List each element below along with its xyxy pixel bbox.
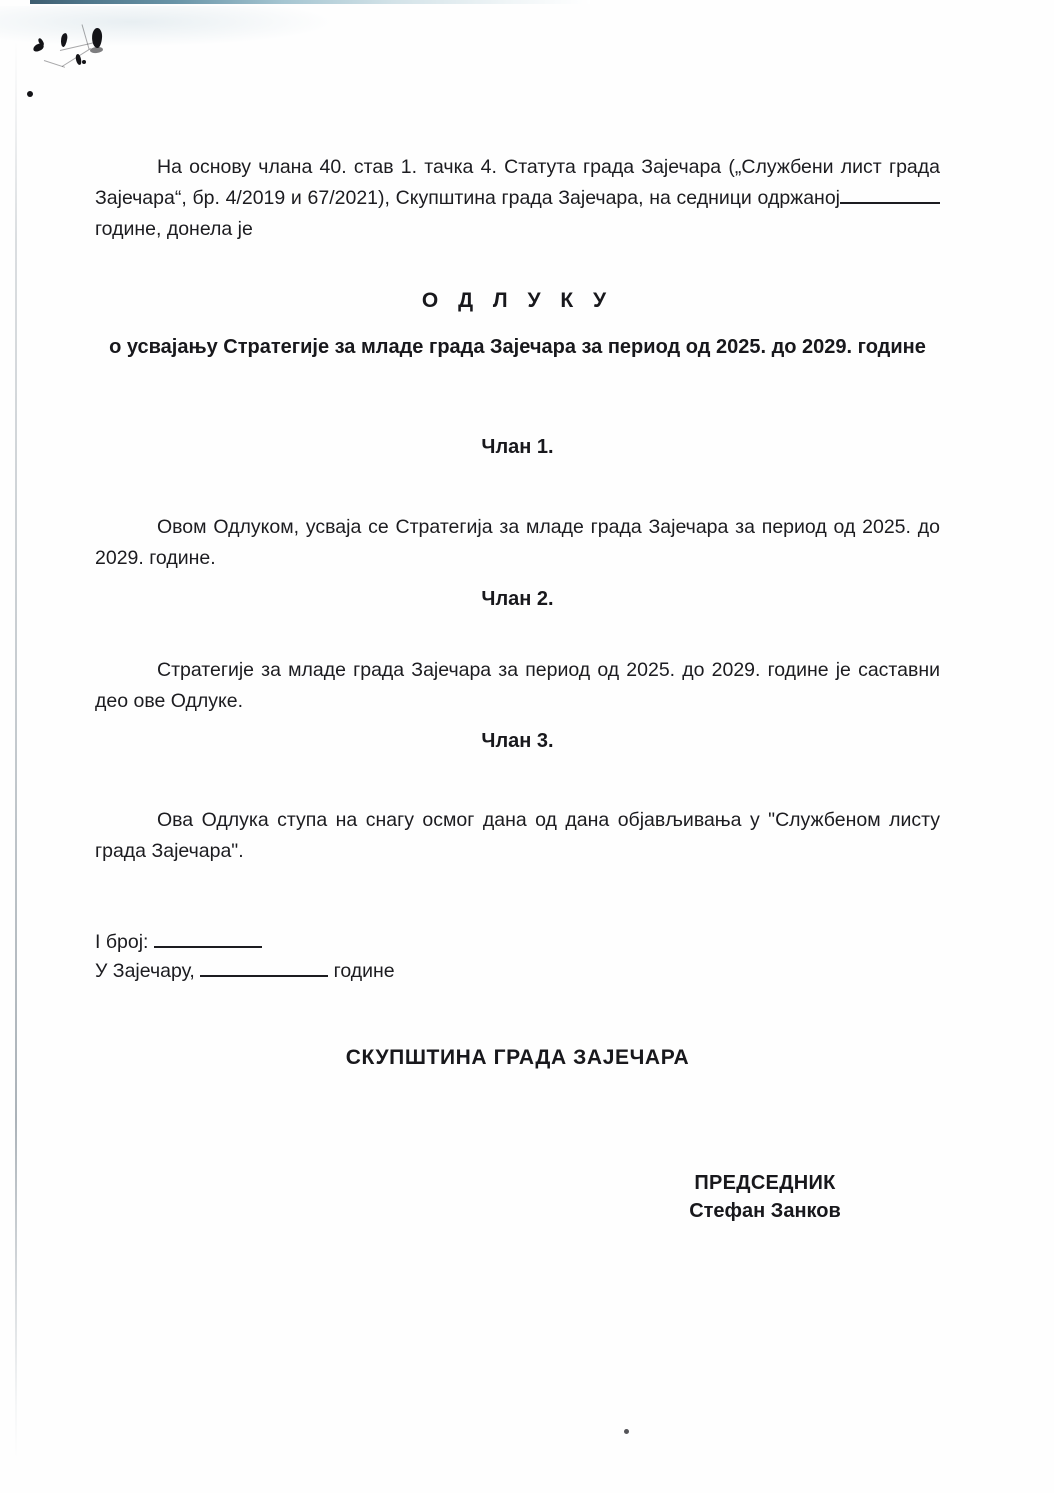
article-2-body: Стратегије за младе града Зајечара за период од 2025. до 2029. године је саставни део ове Одлуке. [95,659,940,712]
decision-number-label: I број: [95,931,149,953]
article-1-heading: Члан 1. [481,436,554,458]
place-date-line [95,957,940,986]
ink-smudge-artifact [27,91,33,97]
preamble-text-before-blank: На основу члана 40. став 1. тачка 4. Статута града Зајечара („Службени лист града Зајечара“, бр. 4/2019 и 67/2021), Скупштина града Зајечара, на седници одржаној [95,156,940,209]
place-label: У Зајечару, [95,960,195,982]
article-1-body: Овом Одлуком, усваја се Стратегија за младе града Зајечара за период од 2025. до 2029. године. [95,516,940,569]
decision-subtitle: о усвајању Стратегије за младе града Зајечара за период од 2025. до 2029. године [109,336,926,358]
article-3-heading-block [95,730,940,753]
decision-title-block [95,289,940,313]
article-2-heading: Члан 2. [481,588,554,610]
article-1-heading-block [95,436,940,459]
ink-smudge-artifact [75,54,82,66]
scan-wash-artifact [0,6,330,46]
preamble-block [95,152,940,245]
decision-number-blank-field[interactable] [154,946,262,948]
preamble-text-after-blank: године, донела је [95,218,253,240]
ink-hairline-artifact [44,60,65,68]
scan-left-edge-artifact [15,40,17,1460]
article-2-body-block [95,655,940,717]
date-blank-field[interactable] [840,202,940,204]
assembly-name-block [95,1046,940,1070]
signature-metadata-block [95,928,940,986]
article-3-body-block [95,805,940,867]
place-date-suffix: године [333,960,395,982]
president-title: ПРЕДСЕДНИК [694,1172,836,1194]
ink-smudge-artifact [90,46,104,53]
article-1-body-block [95,512,940,574]
place-date-blank-field[interactable] [200,975,328,977]
decision-subtitle-block [95,332,940,363]
president-name: Стефан Занков [689,1200,841,1222]
ink-speck-artifact [624,1429,629,1434]
article-3-body: Ова Одлука ступа на снагу осмог дана од дана објављивања у "Службеном листу града Зајечара". [95,809,940,862]
decision-number-line [95,928,940,957]
scan-top-edge-artifact [30,0,590,4]
article-3-heading: Члан 3. [481,730,554,752]
article-2-heading-block [95,588,940,611]
ink-smudge-artifact [82,60,86,64]
preamble-paragraph [95,152,940,245]
decision-title-main: О Д Л У К У [421,289,614,312]
assembly-name: СКУПШТИНА ГРАДА ЗАЈЕЧАРА [345,1046,690,1069]
president-signature-block [600,1169,930,1225]
